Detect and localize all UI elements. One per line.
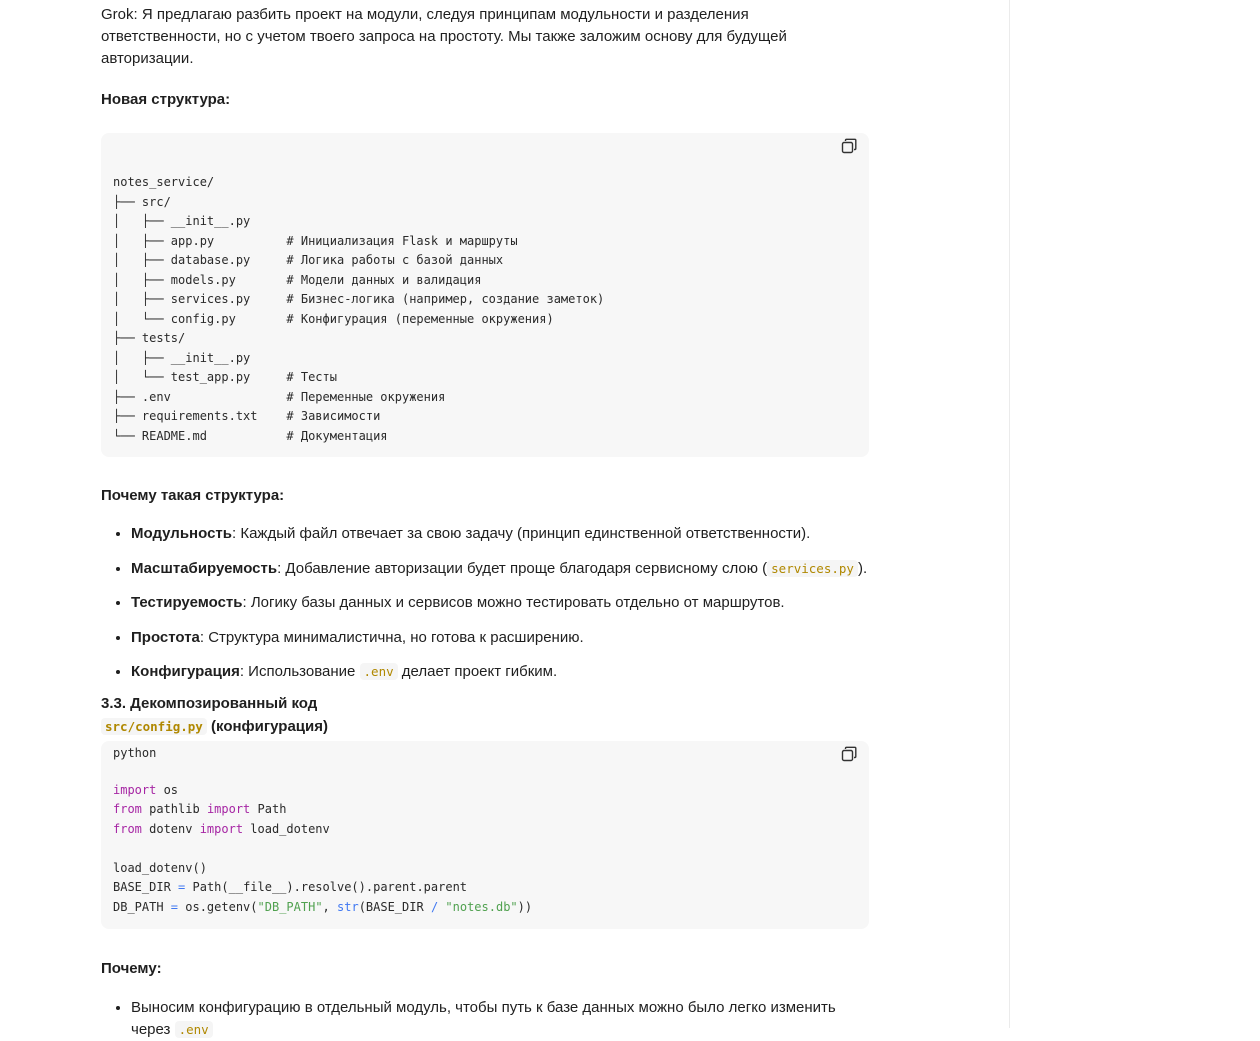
tree-line: │ └── config.py # Конфигурация (переменные окружения) (113, 311, 554, 326)
decomposed-heading: 3.3. Декомпозированный код (101, 694, 318, 712)
list-item: • Модульность: Каждый файл отвечает за свою задачу (принцип единственной ответственности). (131, 523, 869, 545)
copy-icon[interactable] (841, 746, 857, 762)
intro-paragraph (101, 4, 869, 70)
tree-line: notes_service/ (113, 175, 215, 189)
copy-icon[interactable] (841, 138, 857, 154)
list-item: • Тестируемость: Логику базы данных и сервисов можно тестировать отдельно от маршрутов. (131, 592, 869, 614)
python-code-block (101, 741, 869, 929)
tree-code (113, 173, 604, 446)
tree-line: │ ├── models.py # Модели данных и валидация (113, 272, 482, 287)
tree-line: ├── src/ (113, 194, 171, 209)
tree-line: │ ├── database.py # Логика работы с базой данных (113, 253, 504, 267)
why-list (101, 997, 869, 1041)
tree-line: ├── requirements.txt # Зависимости (113, 409, 381, 423)
list-item: • Конфигурация: Использование .env делает проект гибким. (131, 661, 869, 683)
intro-text: Я предлагаю разбить проект на модули, следуя принципам модульности и разделения ответственности, но с учетом твоего запроса на простоту. Мы также заложим основу для будущей авторизации. (101, 6, 787, 67)
list-item: • Выносим конфигурацию в отдельный модуль, чтобы путь к базе данных можно было легко изменить через .env (131, 997, 869, 1041)
inline-code: .env (360, 663, 398, 680)
tree-line: │ └── test_app.py # Тесты (113, 370, 337, 384)
file-heading: src/config.py (конфигурация) (101, 715, 869, 738)
list-item: • Масштабируемость: Добавление авторизации будет проще благодаря сервисному слою ( services.py ). (131, 558, 869, 580)
tree-line: │ ├── services.py # Бизнес-логика (например, создание заметок) (113, 292, 605, 306)
inline-code: .env (175, 1021, 213, 1038)
chat-message (101, 4, 869, 1041)
structure-heading: Новая структура: (101, 91, 231, 108)
why-heading: Почему: (101, 959, 162, 977)
tree-line: │ ├── __init__.py (113, 350, 251, 365)
tree-line: ├── tests/ (113, 331, 186, 345)
speaker-label: Grok: (101, 6, 138, 23)
why-structure-list (101, 523, 869, 683)
tree-line: └── README.md # Документация (113, 428, 388, 443)
python-code: import os from pathlib import Path from dotenv import load_dotenv load_dotenv() BASE_DIR = Path(__file__).resolve().parent.parent DB_PATH = os.getenv("DB_PATH", str(BASE_DIR / "notes.db")) (113, 782, 533, 914)
list-item: • Простота: Структура минималистична, но готова к расширению. (131, 627, 869, 649)
right-panel-divider (1009, 0, 1010, 1028)
code-language-label: python (113, 745, 157, 760)
file-path: src/config.py (101, 718, 207, 735)
tree-line: │ ├── __init__.py (113, 214, 251, 228)
tree-line: ├── .env # Переменные окружения (113, 389, 446, 404)
why-structure-heading: Почему такая структура: (101, 487, 285, 504)
tree-code-block (101, 133, 869, 457)
tree-line: │ ├── app.py # Инициализация Flask и маршруты (113, 233, 518, 248)
inline-code: services.py (767, 560, 858, 577)
